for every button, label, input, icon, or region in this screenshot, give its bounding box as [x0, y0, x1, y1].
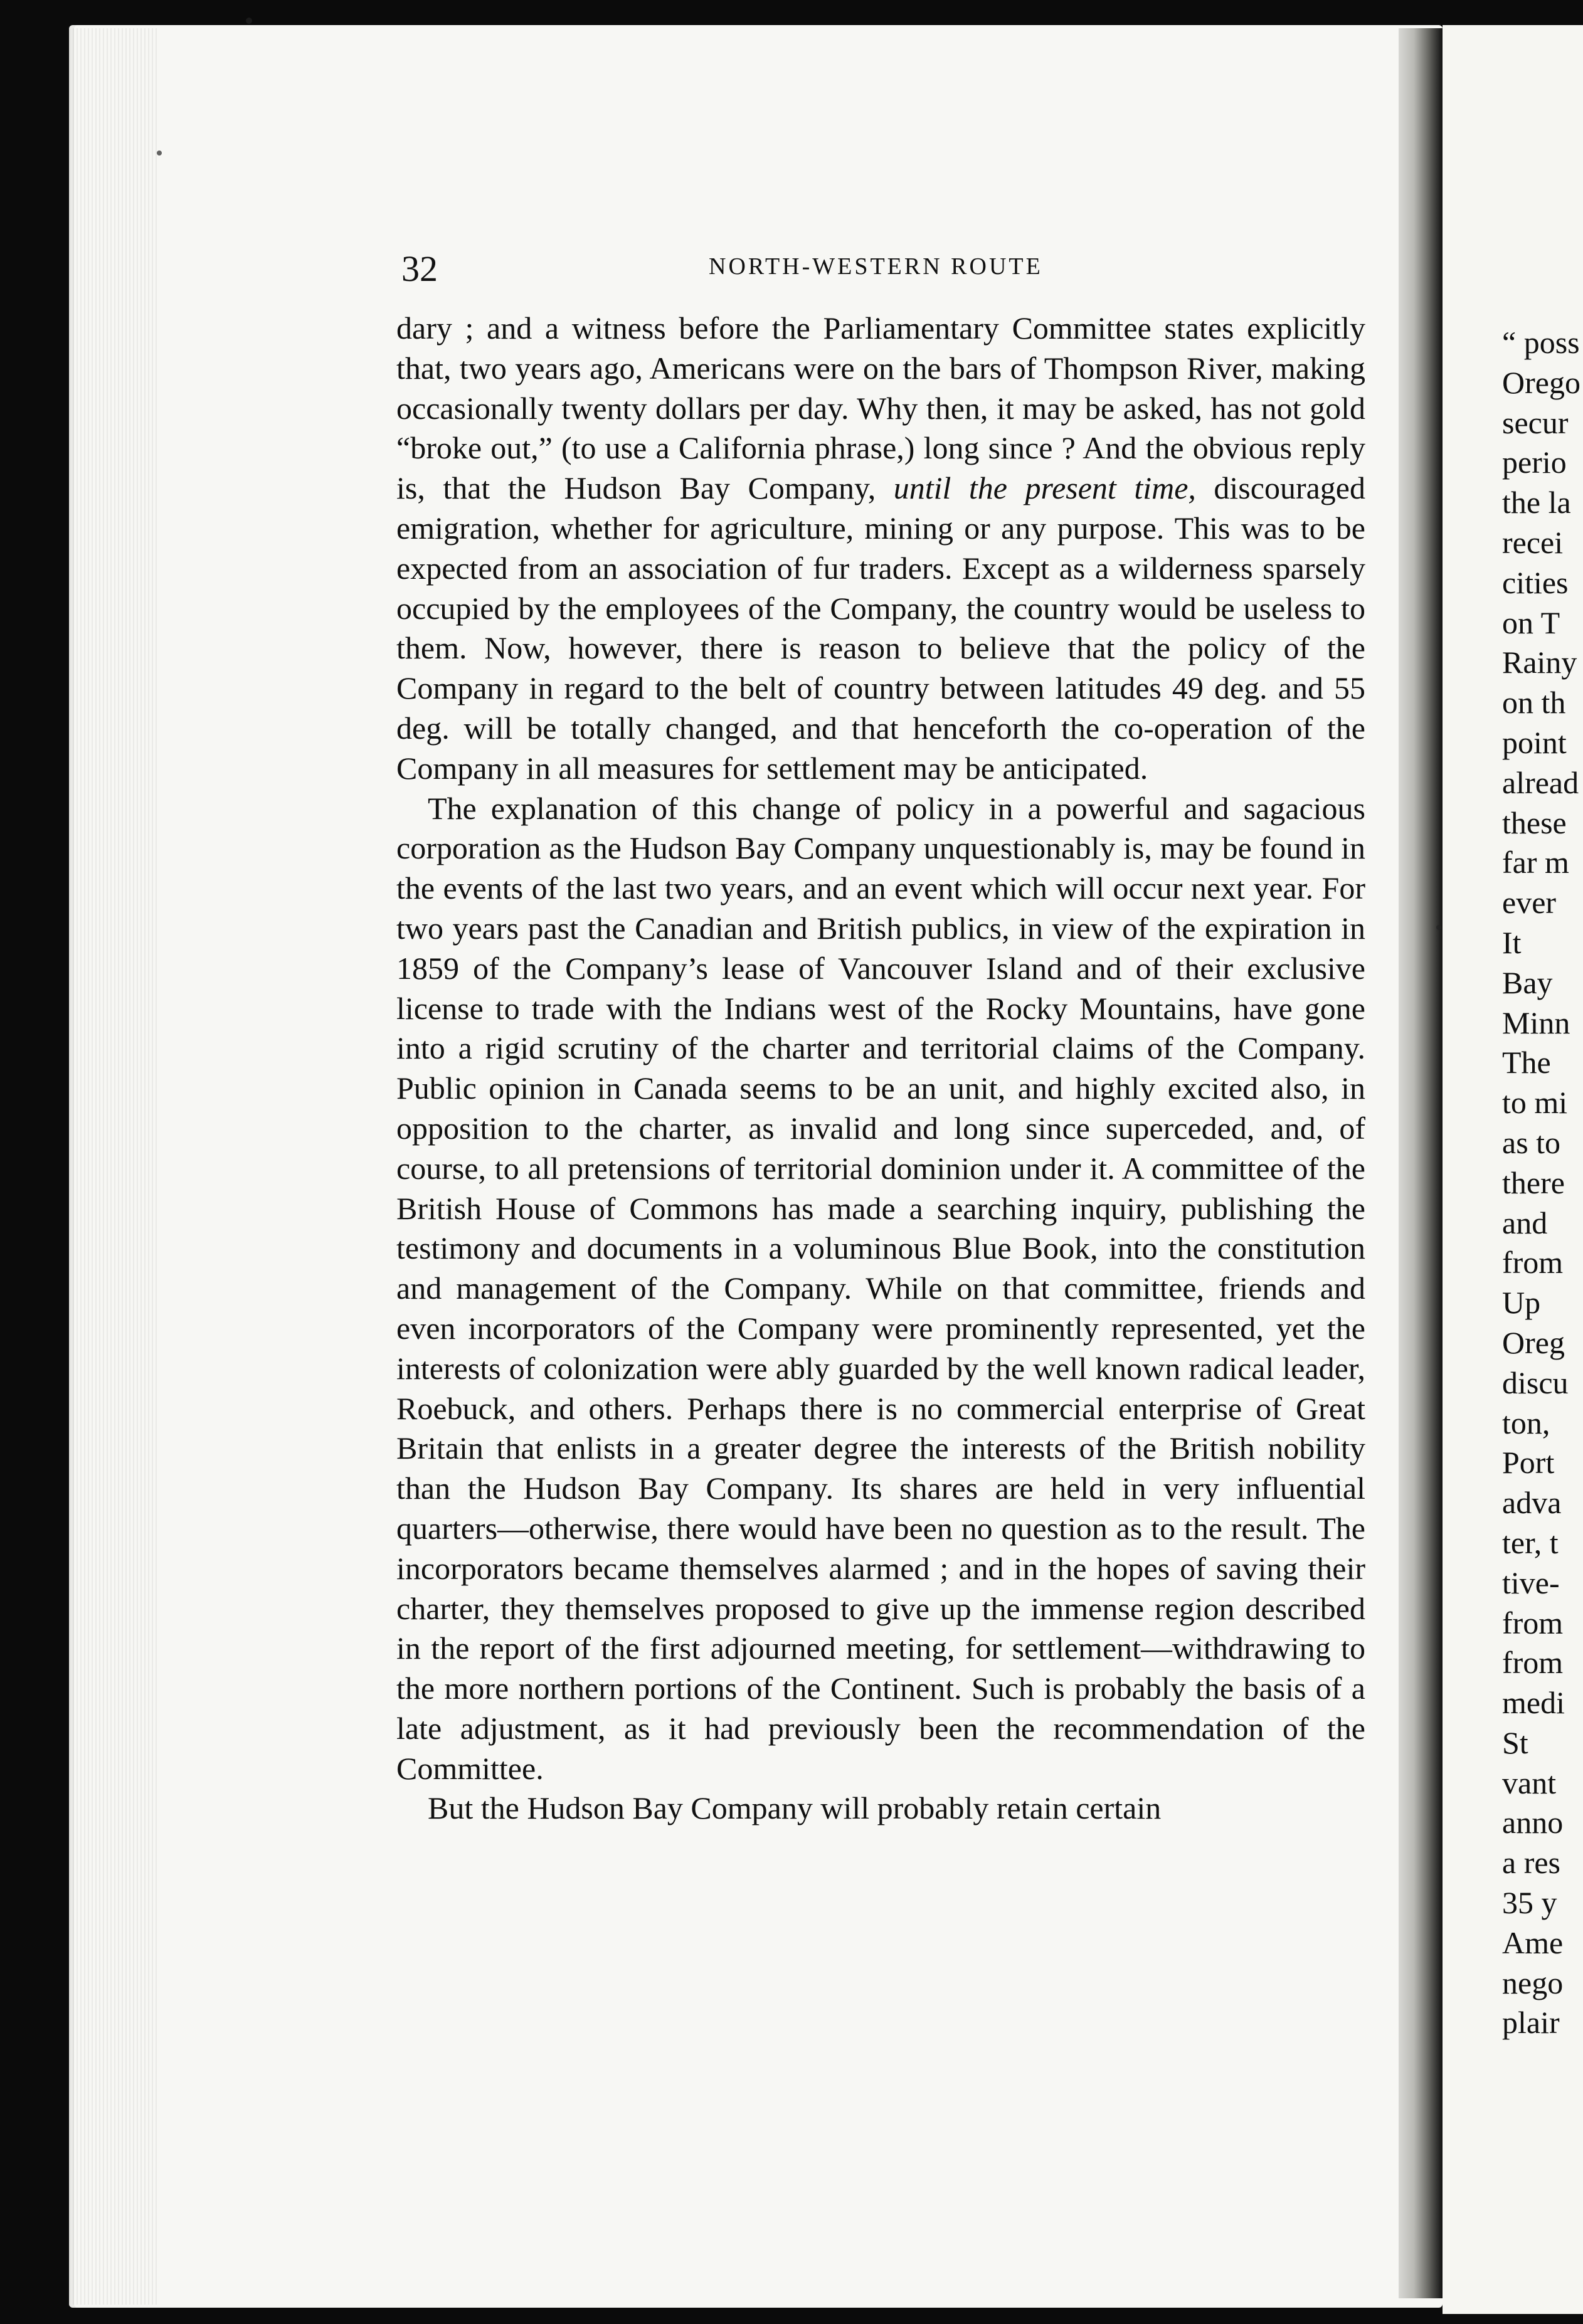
right-page-line: plair — [1502, 2005, 1560, 2041]
right-page-line: Bay — [1502, 964, 1553, 1000]
right-page-line: alread — [1502, 764, 1579, 800]
italic-phrase: until the present time, — [893, 470, 1196, 506]
right-page-line: Ame — [1502, 1925, 1564, 1960]
scan-speck — [246, 18, 252, 24]
paragraph-2: The explanation of this change of policy in a powerful and sagacious corporation as the Hudson Bay Company unquestionably is, may be found in the events of the last two years, and an event which will occur next year. For two years past the Canadian and British publics, in view of the expiration in 1859 of the Company’s lease of Vancouver Island and of their exclusive license to trade with the Indians west of the Rocky Mountains, have gone into a rigid scrutiny of the charter and territorial claims of the Company. Public opinion in Canada seems to be an unit, and highly excited also, in opposition to the charter, as invalid and long since superceded, and, of course, to all pretensions of territorial dominion under it. A committee of the British House of Commons has made a searching inquiry, publishing the testimony and documents in a voluminous Blue Book, into the constitution and management of the Company. While on that committee, friends and even incorporators of the Company were prominently represented, yet the interests of colonization were ably guarded by the well known radical leader, Roebuck, and others. Perhaps there is no commercial enterprise of Great Britain that enlists in a greater degree the interests of the British nobility than the Hudson Bay Company. Its shares are held in very influential quarters—otherwise, there would have been no question as to the result. The incorporators became themselves alarmed ; and in the hopes of saving their charter, they themselves proposed to give up the immense region described in the report of the first adjourned meeting, for settlement—withdrawing to the more northern portions of the Continent. Such is probably the basis of a late adjustment, as it had previously been the recommendation of the Committee. — [396, 790, 1365, 1786]
right-page-line: these — [1502, 805, 1567, 840]
right-page-line: as to — [1502, 1124, 1561, 1160]
right-page-line: tive- — [1502, 1565, 1560, 1600]
right-page-line: a res — [1502, 1845, 1560, 1881]
right-page-line: Minn — [1502, 1005, 1570, 1040]
right-page-line: discu — [1502, 1365, 1569, 1400]
paragraph-3: But the Hudson Bay Company will probably retain certain — [428, 1790, 1162, 1826]
right-page-line: Port — [1502, 1445, 1555, 1481]
right-page-line: from — [1502, 1645, 1564, 1681]
right-page-line: on th — [1502, 685, 1566, 721]
right-page-line: nego — [1502, 1965, 1564, 2000]
right-page-line: vant — [1502, 1765, 1557, 1800]
paragraph-1: dary ; and a witness before the Parliamentary Committee states explicitly that, two years ago, Americans were on the bars of Thompson River, making occasionally twenty dollars per day. Why then, it may be asked, has not gold “broke out,” (to use a California phrase,) long since ? And the obvious reply is, that the Hudson Bay Company, until the present time, discouraged emigration, whether for agriculture, mining or any purpose. This was to be expected from an association of fur traders. Except as a wilderness sparsely occupied by the employees of the Company, the country would be useless to them. Now, however, there is reason to believe that the policy of the Company in regard to the belt of country between latitudes 49 deg. and 55 deg. will be totally changed, and that henceforth the co-operation of the Company in all measures for settlement may be anticipated. — [396, 310, 1365, 786]
right-page-line: Up — [1502, 1285, 1541, 1321]
right-page-line: ter, t — [1502, 1524, 1559, 1560]
page-number: 32 — [401, 248, 438, 289]
right-page-line: from — [1502, 1245, 1564, 1281]
right-page-line: anno — [1502, 1805, 1564, 1841]
right-page-line: perio — [1502, 445, 1567, 480]
right-page-line: on T — [1502, 605, 1560, 640]
right-page-line: there — [1502, 1165, 1565, 1200]
right-page-line: recei — [1502, 524, 1564, 560]
right-page-line: ever — [1502, 885, 1557, 921]
right-page-text-fragment — [1502, 323, 1583, 2043]
right-page-line: ton, — [1502, 1405, 1550, 1440]
scan-speck — [157, 151, 162, 156]
right-page-line: The — [1502, 1045, 1551, 1080]
right-page-line: “ poss — [1502, 325, 1580, 360]
right-page-line: It — [1502, 924, 1522, 960]
right-page-line: Oreg — [1502, 1324, 1565, 1360]
right-page-line: from — [1502, 1605, 1564, 1640]
right-page-line: far m — [1502, 845, 1569, 880]
right-page-line: point — [1502, 724, 1567, 760]
right-page-line: Orego — [1502, 364, 1580, 400]
right-page-line: cities — [1502, 564, 1569, 600]
right-page-line: and — [1502, 1205, 1548, 1240]
right-page-line: secur — [1502, 404, 1569, 440]
left-page-text-block — [396, 309, 1365, 2215]
running-head — [401, 248, 1367, 292]
right-page-line: St — [1502, 1725, 1528, 1760]
right-page-line: adva — [1502, 1485, 1562, 1521]
book-gutter — [1399, 28, 1443, 2298]
right-page-line: the la — [1502, 485, 1571, 520]
right-page-line: medi — [1502, 1685, 1565, 1721]
right-page-line: 35 y — [1502, 1885, 1557, 1921]
running-title: NORTH-WESTERN ROUTE — [709, 253, 1043, 280]
right-page-line: Rainy — [1502, 645, 1577, 680]
scan-speck — [1436, 925, 1441, 930]
right-page-line: to mi — [1502, 1085, 1568, 1121]
